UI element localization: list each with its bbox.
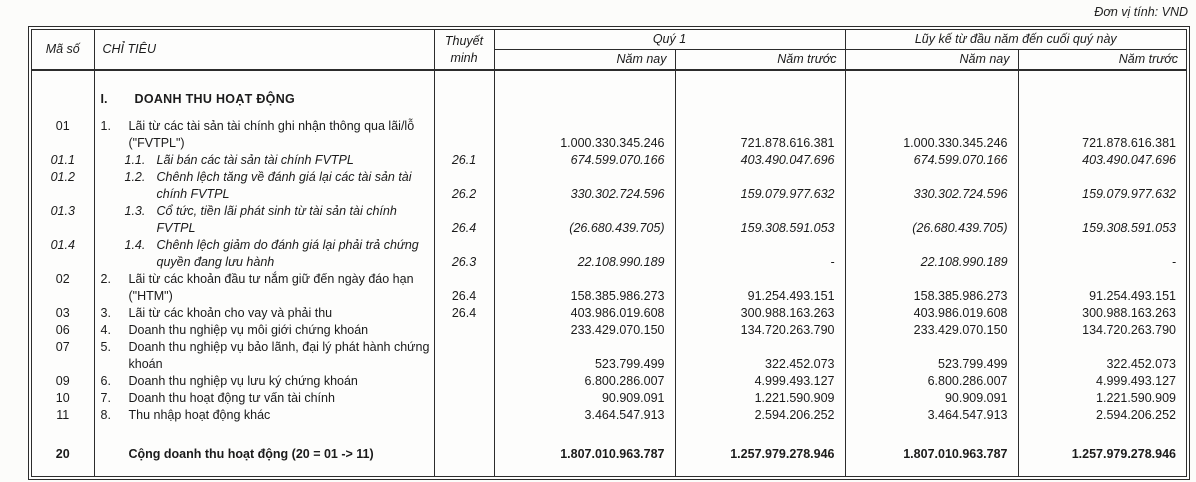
cell-q1-current: 6.800.286.007 [494,373,675,390]
row-prefix: 1.3. [124,204,146,218]
table-header [32,30,1186,70]
cell-q1-prior: 159.308.591.053 [675,203,845,237]
row-label: Chênh lệch giảm do đánh giá lại phải trả chứng quyền đang lưu hành [156,238,419,269]
cell-code: 02 [32,271,94,305]
cell-q1-prior: 1.221.590.909 [675,390,845,407]
cell-label [94,237,434,271]
header-ma-so: Mã số [32,30,94,70]
table-row [32,152,1186,169]
cell-q1-prior: 322.452.073 [675,339,845,373]
cell-code: 06 [32,322,94,339]
section-prefix: I. [100,92,108,106]
table-row [32,339,1186,373]
row-label: Thu nhập hoạt động khác [128,408,271,422]
cell-code: 03 [32,305,94,322]
row-label: Doanh thu hoạt động tư vấn tài chính [128,391,335,405]
table-row [32,322,1186,339]
header-group-row [32,30,1186,50]
header-q1-nam-nay: Năm nay [494,50,675,71]
cell-label [94,305,434,322]
cell-code: 11 [32,407,94,424]
cell-ytd-prior: 300.988.163.263 [1082,306,1176,320]
cell-ytd-current [845,70,1018,118]
cell-code: 01.4 [32,237,94,271]
cell-note [434,339,494,373]
cell-ytd-current: 3.464.547.913 [845,407,1018,424]
cell-ytd-prior: 322.452.073 [1106,357,1176,371]
cell-ytd-current: 523.799.499 [845,339,1018,373]
row-prefix: 1. [100,119,111,133]
cell-ytd-prior: 134.720.263.790 [1082,323,1176,337]
row-prefix: 1.1. [124,153,146,167]
table-row [32,118,1186,152]
cell-q1-current: 674.599.070.166 [494,152,675,169]
cell-q1-prior: 721.878.616.381 [675,118,845,152]
cell-ytd-prior: 159.079.977.632 [1082,187,1176,201]
row-label: Cộng doanh thu hoạt động (20 = 01 -> 11) [128,447,374,461]
cell-note [434,373,494,390]
cell-q1-current: 22.108.990.189 [494,237,675,271]
cell-ytd-current: 90.909.091 [845,390,1018,407]
table-row [32,390,1186,407]
row-label: Chênh lệch tăng về đánh giá lại các tài sản tài chính FVTPL [156,170,412,201]
row-label: Lãi từ các khoản đầu tư nắm giữ đến ngày đáo hạn ("HTM") [128,272,414,303]
cell-q1-prior: 300.988.163.263 [675,305,845,322]
cell-note [434,118,494,152]
header-lk-nam-nay: Năm nay [845,50,1018,71]
cell-code: 01.2 [32,169,94,203]
unit-label: Đơn vị tính: VND [1094,5,1188,19]
row-prefix: 1.2. [124,170,146,184]
cell-ytd-prior: 1.257.979.278.946 [1071,447,1176,461]
cell-ytd-current: 403.986.019.608 [845,305,1018,322]
revenue-table [32,30,1186,476]
cell-note [434,322,494,339]
cell-code: 07 [32,339,94,373]
cell-ytd-prior: 159.308.591.053 [1082,221,1176,235]
table-row [32,169,1186,203]
cell-note: 26.4 [434,203,494,237]
cell-note [434,407,494,424]
cell-q1-prior: 1.257.979.278.946 [675,424,845,476]
cell-ytd-current: 233.429.070.150 [845,322,1018,339]
cell-q1-current: 1.000.330.345.246 [494,118,675,152]
cell-q1-prior [675,70,845,118]
cell-q1-current: 403.986.019.608 [494,305,675,322]
cell-ytd-prior: - [1171,255,1176,269]
cell-ytd-current: 330.302.724.596 [845,169,1018,203]
cell-ytd-current: 158.385.986.273 [845,271,1018,305]
table-row [32,407,1186,424]
row-label: Cổ tức, tiền lãi phát sinh từ tài sản tài chính FVTPL [156,204,397,235]
cell-q1-prior: 403.490.047.696 [675,152,845,169]
cell-q1-prior: 134.720.263.790 [675,322,845,339]
cell-q1-prior: 159.079.977.632 [675,169,845,203]
cell-label [94,152,434,169]
cell-ytd-prior: 403.490.047.696 [1082,153,1176,167]
section-row [32,70,1186,118]
table-row [32,271,1186,305]
cell-q1-current: 1.807.010.963.787 [494,424,675,476]
cell-q1-prior: - [675,237,845,271]
revenue-table-frame [28,26,1190,480]
cell-q1-current: (26.680.439.705) [494,203,675,237]
cell-ytd-prior: 91.254.493.151 [1089,289,1176,303]
cell-q1-prior: 4.999.493.127 [675,373,845,390]
table-row [32,203,1186,237]
cell-note: 26.4 [434,271,494,305]
row-label: Lãi bán các tài sản tài chính FVTPL [156,153,354,167]
header-lk-nam-truoc: Năm trước [1018,50,1186,71]
table-row [32,305,1186,322]
header-q1-nam-truoc: Năm trước [675,50,845,71]
cell-code: 01.3 [32,203,94,237]
row-prefix: 6. [100,374,111,388]
cell-ytd-prior: 2.594.206.252 [1096,408,1176,422]
row-label: Lãi từ các khoản cho vay và phải thu [128,306,333,320]
cell-ytd-current: (26.680.439.705) [845,203,1018,237]
header-quy-1: Quý 1 [494,30,845,50]
cell-code: 01 [32,118,94,152]
cell-q1-prior: 91.254.493.151 [675,271,845,305]
table-row [32,373,1186,390]
row-label: Doanh thu nghiệp vụ bảo lãnh, đại lý phát hành chứng khoán [128,340,430,371]
cell-label [94,424,434,476]
cell-code: 09 [32,373,94,390]
section-label: DOANH THU HOẠT ĐỘNG [134,92,296,106]
cell-ytd-prior: 1.221.590.909 [1096,391,1176,405]
cell-q1-current [494,70,675,118]
cell-label [94,70,434,118]
header-thuyet-minh: Thuyết minh [434,30,494,70]
row-prefix: 8. [100,408,111,422]
table-row [32,424,1186,476]
cell-ytd-current: 1.000.330.345.246 [845,118,1018,152]
cell-ytd-prior: 721.878.616.381 [1082,136,1176,150]
cell-ytd-prior [1018,70,1186,118]
cell-note: 26.3 [434,237,494,271]
cell-q1-prior: 2.594.206.252 [675,407,845,424]
cell-code: 20 [32,424,94,476]
row-prefix: 3. [100,306,111,320]
row-prefix: 7. [100,391,111,405]
cell-label [94,407,434,424]
cell-note [434,390,494,407]
row-prefix: 5. [100,340,111,354]
cell-q1-current: 3.464.547.913 [494,407,675,424]
cell-note [434,424,494,476]
cell-code: 01.1 [32,152,94,169]
row-label: Lãi từ các tài sản tài chính ghi nhận thông qua lãi/lỗ ("FVTPL") [128,119,415,150]
cell-q1-current: 90.909.091 [494,390,675,407]
cell-ytd-current: 6.800.286.007 [845,373,1018,390]
cell-note: 26.1 [434,152,494,169]
cell-q1-current: 330.302.724.596 [494,169,675,203]
cell-label [94,169,434,203]
revenue-table-body [32,70,1186,476]
cell-q1-current: 523.799.499 [494,339,675,373]
table-row [32,237,1186,271]
header-chi-tieu: CHỈ TIÊU [94,30,434,70]
cell-ytd-current: 674.599.070.166 [845,152,1018,169]
cell-label [94,203,434,237]
row-prefix: 1.4. [124,238,146,252]
row-label: Doanh thu nghiệp vụ môi giới chứng khoán [128,323,369,337]
section-title [95,91,434,108]
row-prefix: 2. [100,272,111,286]
cell-label [94,322,434,339]
cell-label [94,339,434,373]
cell-ytd-current: 22.108.990.189 [845,237,1018,271]
cell-note: 26.4 [434,305,494,322]
cell-q1-current: 158.385.986.273 [494,271,675,305]
cell-code: 10 [32,390,94,407]
cell-ytd-current: 1.807.010.963.787 [845,424,1018,476]
cell-label [94,118,434,152]
row-label: Doanh thu nghiệp vụ lưu ký chứng khoán [128,374,358,388]
cell-label [94,373,434,390]
cell-note: 26.2 [434,169,494,203]
header-luy-ke: Lũy kế từ đầu năm đến cuối quý này [845,30,1186,50]
cell-label [94,271,434,305]
cell-ytd-prior: 4.999.493.127 [1096,374,1176,388]
cell-label [94,390,434,407]
cell-note [434,70,494,118]
row-prefix [101,446,129,463]
cell-q1-current: 233.429.070.150 [494,322,675,339]
row-prefix: 4. [100,323,111,337]
cell-code [32,70,94,118]
